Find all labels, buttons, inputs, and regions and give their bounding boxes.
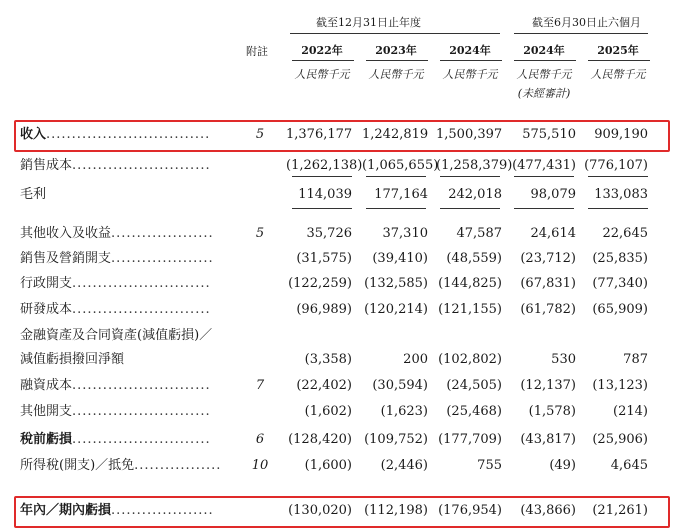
year-header-2024: 2024年 xyxy=(449,44,491,57)
table-row xyxy=(0,272,692,296)
row-value: (61,782) xyxy=(520,302,576,317)
year-header-2025-h1: 2025年 xyxy=(597,44,639,57)
row-value: 530 xyxy=(551,352,576,367)
row-value: (128,420) xyxy=(288,432,352,447)
row-value: (49) xyxy=(549,458,576,473)
group-rule-annual xyxy=(290,33,500,34)
period-group-annual: 截至12月31日止年度 xyxy=(316,16,421,29)
row-value: (1,258,379) xyxy=(436,158,513,173)
row-value: 1,242,819 xyxy=(362,127,429,142)
table-row xyxy=(0,298,692,322)
row-value: (43,866) xyxy=(520,503,576,518)
row-value: 47,587 xyxy=(456,226,502,241)
unit-label-5: 人民幣千元 xyxy=(590,68,646,81)
table-row xyxy=(0,123,692,147)
row-value: (122,259) xyxy=(288,276,352,291)
row-value: (112,198) xyxy=(364,503,428,518)
leader-dots: .................... xyxy=(111,226,214,241)
year-rule-4 xyxy=(514,60,576,61)
subtotal-rule xyxy=(292,208,352,209)
row-note-ref: 6 xyxy=(255,432,265,447)
table-row xyxy=(0,183,692,207)
unit-label-1: 人民幣千元 xyxy=(294,68,350,81)
row-value: 242,018 xyxy=(448,187,502,202)
row-value: (21,261) xyxy=(592,503,648,518)
row-value: (25,835) xyxy=(592,251,648,266)
row-value: (25,906) xyxy=(592,432,648,447)
unit-label-2: 人民幣千元 xyxy=(368,68,424,81)
row-value: 1,500,397 xyxy=(436,127,503,142)
row-label-text: 年內／期內虧損 xyxy=(20,503,112,518)
year-rule-5 xyxy=(588,60,650,61)
year-rule-2 xyxy=(366,60,428,61)
row-value: (132,585) xyxy=(364,276,428,291)
row-label-text: 毛利 xyxy=(20,187,47,202)
subtotal-rule xyxy=(514,176,574,177)
leader-dots: ................................ xyxy=(46,127,211,142)
row-note-ref: 5 xyxy=(255,127,265,142)
row-value: (1,065,655) xyxy=(362,158,439,173)
row-value: (96,989) xyxy=(296,302,352,317)
unaudited-label: (未經審計) xyxy=(517,87,571,100)
subtotal-rule xyxy=(440,176,500,177)
row-label-text: 減值虧損撥回淨額 xyxy=(20,352,125,367)
row-label-text: 銷售及營銷開支 xyxy=(20,251,112,266)
row-label-text: 金融資產及合同資產(減值虧損)／ xyxy=(20,328,213,343)
row-value: (12,137) xyxy=(520,378,576,393)
row-value: (1,578) xyxy=(528,404,576,419)
row-note-ref: 5 xyxy=(255,226,265,241)
row-value: (130,020) xyxy=(288,503,352,518)
subtotal-rule xyxy=(366,176,426,177)
leader-dots: ........................... xyxy=(72,404,211,419)
leader-dots: ........................... xyxy=(72,276,211,291)
row-label xyxy=(20,348,124,372)
row-value: 4,645 xyxy=(610,458,648,473)
row-value: (48,559) xyxy=(446,251,502,266)
period-group-interim: 截至6月30日止六個月 xyxy=(532,16,641,29)
row-value: (176,954) xyxy=(438,503,502,518)
row-value: (43,817) xyxy=(520,432,576,447)
subtotal-rule xyxy=(514,208,574,209)
row-value: (120,214) xyxy=(364,302,428,317)
row-value: 909,190 xyxy=(594,127,648,142)
leader-dots: ........................... xyxy=(72,158,211,173)
row-label xyxy=(20,499,214,523)
table-row xyxy=(0,374,692,398)
row-label-text: 稅前虧損 xyxy=(20,432,73,447)
leader-dots: ........................... xyxy=(72,432,211,447)
row-value: (1,623) xyxy=(380,404,428,419)
subtotal-rule xyxy=(588,176,648,177)
row-label-text: 其他開支 xyxy=(20,404,73,419)
leader-dots: ........................... xyxy=(72,302,211,317)
row-label xyxy=(20,247,214,271)
note-column-header: 附註 xyxy=(246,45,268,58)
row-value: (77,340) xyxy=(592,276,648,291)
row-label xyxy=(20,222,214,246)
row-value: (102,802) xyxy=(438,352,502,367)
table-row xyxy=(0,499,692,523)
row-value: (30,594) xyxy=(372,378,428,393)
row-label xyxy=(20,400,211,424)
row-label xyxy=(20,154,211,178)
row-label xyxy=(20,454,221,478)
row-value: 37,310 xyxy=(382,226,428,241)
row-label-text: 收入 xyxy=(20,127,47,142)
row-label xyxy=(20,272,211,296)
subtotal-rule xyxy=(366,208,426,209)
row-label-text: 銷售成本 xyxy=(20,158,73,173)
row-value: (25,468) xyxy=(446,404,502,419)
unit-label-4: 人民幣千元 xyxy=(516,68,572,81)
row-value: 575,510 xyxy=(522,127,576,142)
row-value: (31,575) xyxy=(296,251,352,266)
table-row xyxy=(0,324,692,348)
row-value: (13,123) xyxy=(592,378,648,393)
table-row xyxy=(0,222,692,246)
row-value: 35,726 xyxy=(306,226,352,241)
row-value: (144,825) xyxy=(438,276,502,291)
row-value: (24,505) xyxy=(446,378,502,393)
row-value: 24,614 xyxy=(530,226,576,241)
table-row xyxy=(0,154,692,178)
row-label xyxy=(20,123,210,147)
row-value: (3,358) xyxy=(304,352,352,367)
row-value: (39,410) xyxy=(372,251,428,266)
year-header-2022: 2022年 xyxy=(301,44,343,57)
row-value: (2,446) xyxy=(380,458,428,473)
table-row xyxy=(0,400,692,424)
row-label xyxy=(20,183,46,207)
row-value: 114,039 xyxy=(298,187,352,202)
row-value: 177,164 xyxy=(374,187,428,202)
row-value: (177,709) xyxy=(438,432,502,447)
subtotal-rule xyxy=(292,176,352,177)
row-label-text: 行政開支 xyxy=(20,276,73,291)
row-value: (23,712) xyxy=(520,251,576,266)
row-value: 787 xyxy=(623,352,648,367)
year-header-2024-h1: 2024年 xyxy=(523,44,565,57)
row-label-text: 融資成本 xyxy=(20,378,73,393)
row-value: 133,083 xyxy=(594,187,648,202)
row-note-ref: 7 xyxy=(255,378,265,393)
leader-dots: .................... xyxy=(111,251,214,266)
row-value: (22,402) xyxy=(296,378,352,393)
row-value: (65,909) xyxy=(592,302,648,317)
row-value: 755 xyxy=(477,458,502,473)
leader-dots: .................... xyxy=(111,503,214,518)
row-label-text: 研發成本 xyxy=(20,302,73,317)
row-label xyxy=(20,298,211,322)
row-value: (214) xyxy=(613,404,648,419)
row-label xyxy=(20,374,211,398)
group-rule-interim xyxy=(514,33,648,34)
row-value: (1,262,138) xyxy=(286,158,363,173)
row-value: 98,079 xyxy=(530,187,576,202)
year-header-2023: 2023年 xyxy=(375,44,417,57)
row-value: (67,831) xyxy=(520,276,576,291)
unit-label-3: 人民幣千元 xyxy=(442,68,498,81)
row-value: (1,602) xyxy=(304,404,352,419)
row-value: 200 xyxy=(403,352,428,367)
row-value: 22,645 xyxy=(602,226,648,241)
year-rule-1 xyxy=(292,60,354,61)
row-value: (477,431) xyxy=(512,158,576,173)
subtotal-rule xyxy=(440,208,500,209)
row-value: (776,107) xyxy=(584,158,648,173)
leader-dots: ........................... xyxy=(72,378,211,393)
table-row xyxy=(0,454,692,478)
row-label xyxy=(20,324,212,348)
row-value: (109,752) xyxy=(364,432,428,447)
row-value: (121,155) xyxy=(438,302,502,317)
table-row xyxy=(0,428,692,452)
row-label-text: 所得稅(開支)／抵免 xyxy=(20,458,135,473)
row-value: (1,600) xyxy=(304,458,352,473)
table-row xyxy=(0,348,692,372)
row-label xyxy=(20,428,211,452)
row-value: 1,376,177 xyxy=(286,127,353,142)
leader-dots: ................. xyxy=(134,458,222,473)
year-rule-3 xyxy=(440,60,502,61)
subtotal-rule xyxy=(588,208,648,209)
table-row xyxy=(0,247,692,271)
row-label-text: 其他收入及收益 xyxy=(20,226,112,241)
row-note-ref: 10 xyxy=(251,458,269,473)
